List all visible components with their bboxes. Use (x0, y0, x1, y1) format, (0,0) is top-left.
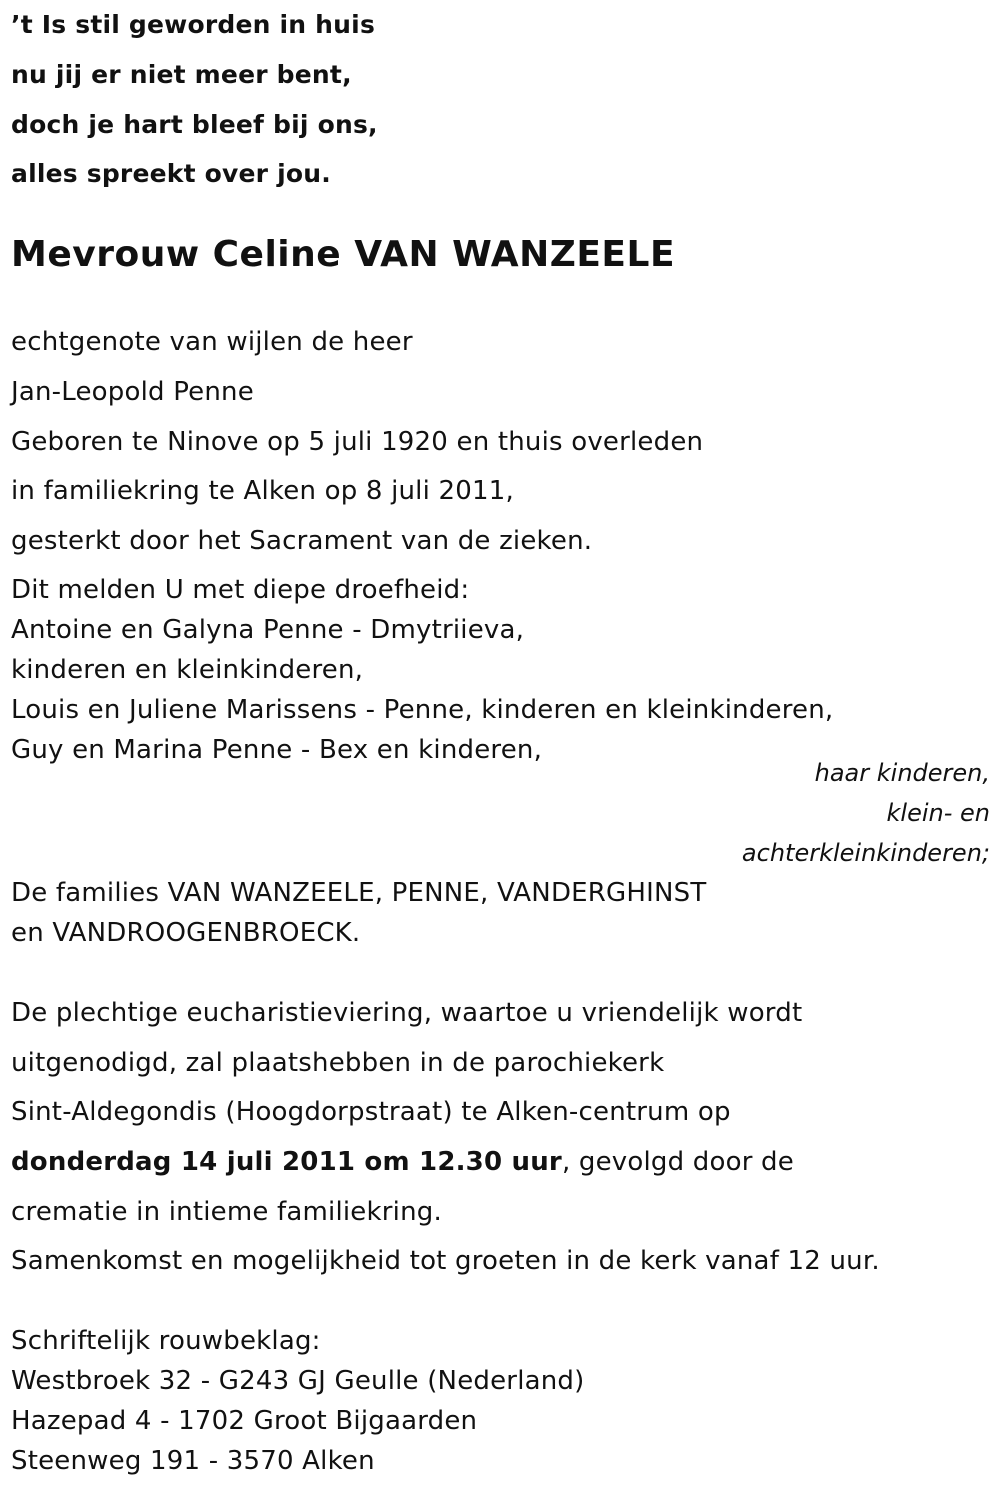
bio-line-2: Jan-Leopold Penne (11, 377, 254, 407)
ceremony-date-line (11, 1147, 794, 1177)
ceremony-date: donderdag 14 juli 2011 om 12.30 uur (11, 1147, 562, 1177)
mourner-line-1: Antoine en Galyna Penne - Dmytriieva, (11, 615, 525, 645)
poem-line-3: doch je hart bleef bij ons, (11, 110, 378, 139)
mourners-right-2: klein- en (886, 799, 990, 827)
condolences-heading: Schriftelijk rouwbeklag: (11, 1326, 321, 1356)
address-line-2: Hazepad 4 - 1702 Groot Bijgaarden (11, 1406, 478, 1436)
bio-line-1: echtgenote van wijlen de heer (11, 327, 413, 357)
poem-line-4: alles spreekt over jou. (11, 159, 331, 188)
bio-line-4: in familiekring te Alken op 8 juli 2011, (11, 476, 514, 506)
mourners-right-3: achterkleinkinderen; (741, 839, 990, 867)
poem-line-1: ’t Is stil geworden in huis (11, 10, 376, 39)
address-line-1: Westbroek 32 - G243 GJ Geulle (Nederland) (11, 1366, 585, 1396)
poem-line-2: nu jij er niet meer bent, (11, 60, 352, 89)
deceased-name: Mevrouw Celine VAN WANZEELE (11, 234, 676, 275)
ceremony-line-1: De plechtige eucharistieviering, waartoe u vriendelijk wordt (11, 998, 803, 1028)
address-line-3: Steenweg 191 - 3570 Alken (11, 1446, 375, 1476)
mourner-line-4: Guy en Marina Penne - Bex en kinderen, (11, 735, 543, 765)
bio-line-5: gesterkt door het Sacrament van de zieken. (11, 526, 593, 556)
mourner-line-3: Louis en Juliene Marissens - Penne, kinderen en kleinkinderen, (11, 695, 834, 725)
families-line-1: De families VAN WANZEELE, PENNE, VANDERGHINST (11, 878, 707, 908)
families-line-2: en VANDROOGENBROECK. (11, 918, 361, 948)
mourner-line-2: kinderen en kleinkinderen, (11, 655, 364, 685)
ceremony-line-3: Sint-Aldegondis (Hoogdorpstraat) te Alken-centrum op (11, 1097, 731, 1127)
ceremony-line-6: Samenkomst en mogelijkheid tot groeten in de kerk vanaf 12 uur. (11, 1246, 880, 1276)
mourners-right-1: haar kinderen, (814, 759, 990, 787)
bio-line-3: Geboren te Ninove op 5 juli 1920 en thuis overleden (11, 427, 704, 457)
ceremony-line-2: uitgenodigd, zal plaatshebben in de parochiekerk (11, 1048, 665, 1078)
ceremony-line-5: crematie in intieme familiekring. (11, 1197, 442, 1227)
ceremony-date-rest: , gevolgd door de (561, 1147, 794, 1177)
mourners-intro: Dit melden U met diepe droefheid: (11, 575, 470, 605)
